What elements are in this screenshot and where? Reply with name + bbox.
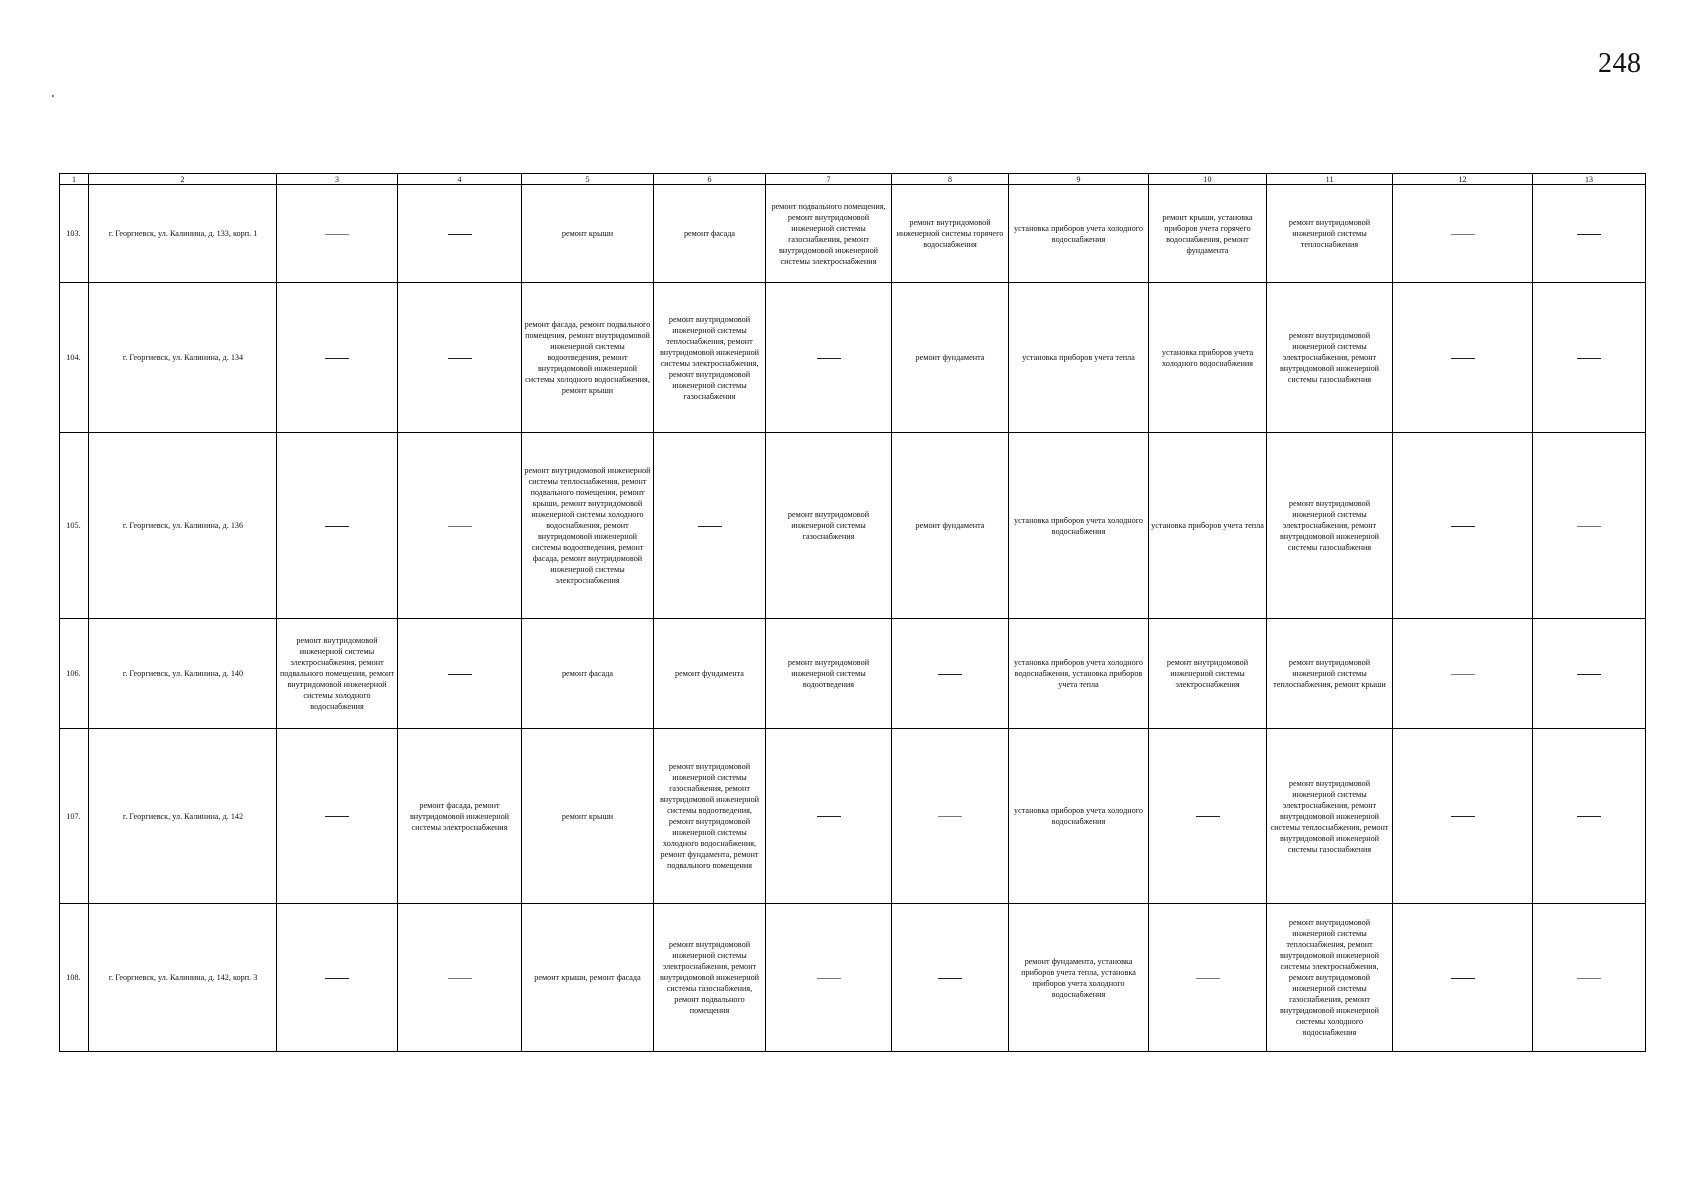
column-number: 13: [1533, 174, 1646, 185]
page-number: 248: [1598, 48, 1642, 79]
dash-mark: [938, 816, 962, 817]
dash-mark: [1451, 978, 1475, 979]
dash-mark: [1196, 816, 1220, 817]
empty-cell: [1393, 185, 1533, 283]
address-cell: г. Георгиевск, ул. Калинина, д. 133, корп. 1: [89, 185, 277, 283]
dash-mark: [325, 358, 349, 359]
work-cell: установка приборов учета тепла: [1009, 283, 1149, 433]
dash-mark: [1577, 816, 1601, 817]
empty-cell: [1393, 729, 1533, 904]
empty-cell: [1149, 729, 1267, 904]
address-cell: г. Георгиевск, ул. Калинина, д. 136: [89, 433, 277, 619]
table-row: [60, 185, 1646, 283]
column-number: 12: [1393, 174, 1533, 185]
dash-mark: [1196, 978, 1220, 979]
empty-cell: [277, 904, 398, 1052]
empty-cell: [398, 185, 522, 283]
empty-cell: [277, 185, 398, 283]
dash-mark: [325, 978, 349, 979]
empty-cell: [1393, 433, 1533, 619]
table-row: [60, 729, 1646, 904]
empty-cell: [1533, 619, 1646, 729]
work-cell: ремонт фундамента, установка приборов учета тепла, установка приборов учета холодного водоснабжения: [1009, 904, 1149, 1052]
dash-mark: [325, 816, 349, 817]
column-number: 4: [398, 174, 522, 185]
dash-mark: [1451, 234, 1475, 235]
row-number: 105.: [60, 433, 89, 619]
work-cell: ремонт фасада, ремонт внутридомовой инженерной системы электроснабжения: [398, 729, 522, 904]
dash-mark: [817, 978, 841, 979]
dash-mark: [1451, 358, 1475, 359]
column-number: 7: [766, 174, 892, 185]
column-number: 9: [1009, 174, 1149, 185]
dash-mark: [325, 526, 349, 527]
address-cell: г. Георгиевск, ул. Калинина, д. 134: [89, 283, 277, 433]
work-cell: ремонт внутридомовой инженерной системы водоотведения: [766, 619, 892, 729]
empty-cell: [398, 433, 522, 619]
dash-mark: [448, 234, 472, 235]
work-cell: ремонт внутридомовой инженерной системы электроснабжения, ремонт внутридомовой инженерной системы газоснабжения, ремонт подвального помещения: [654, 904, 766, 1052]
column-number: 3: [277, 174, 398, 185]
work-cell: ремонт крыши: [522, 185, 654, 283]
dash-mark: [1577, 358, 1601, 359]
work-cell: ремонт фасада, ремонт подвального помещения, ремонт внутридомовой инженерной системы водоотведения, ремонт внутридомовой инженерной системы холодного водоснабжения, ремонт крыши: [522, 283, 654, 433]
row-number: 107.: [60, 729, 89, 904]
empty-cell: [398, 283, 522, 433]
dash-mark: [325, 234, 349, 235]
work-cell: ремонт фасада: [522, 619, 654, 729]
work-cell: ремонт внутридомовой инженерной системы газоснабжения, ремонт внутридомовой инженерной системы водоотведения, ремонт внутридомовой инженерной системы холодного водоснабжения, ремонт фундамента, ремонт подвального помещения: [654, 729, 766, 904]
work-cell: установка приборов учета холодного водоснабжения: [1009, 185, 1149, 283]
column-number: 10: [1149, 174, 1267, 185]
repair-schedule-table: [59, 173, 1646, 1052]
dash-mark: [1577, 674, 1601, 675]
column-number: 8: [892, 174, 1009, 185]
work-cell: ремонт крыши: [522, 729, 654, 904]
empty-cell: [398, 904, 522, 1052]
empty-cell: [1393, 619, 1533, 729]
work-cell: ремонт внутридомовой инженерной системы теплоснабжения, ремонт подвального помещения, ремонт крыши, ремонт внутридомовой инженерной системы холодного водоснабжения, ремонт внутридомовой инженерной системы водоотведения, ремонт фасада, ремонт внутридомовой инженерной системы электроснабжения: [522, 433, 654, 619]
work-cell: ремонт фундамента: [892, 283, 1009, 433]
row-number: 108.: [60, 904, 89, 1052]
work-cell: установка приборов учета холодного водоснабжения: [1009, 433, 1149, 619]
work-cell: установка приборов учета тепла: [1149, 433, 1267, 619]
column-number-row: [60, 174, 1646, 185]
table-row: [60, 619, 1646, 729]
dash-mark: [1451, 674, 1475, 675]
row-number: 106.: [60, 619, 89, 729]
work-cell: ремонт внутридомовой инженерной системы газоснабжения: [766, 433, 892, 619]
dash-mark: [938, 674, 962, 675]
work-cell: ремонт внутридомовой инженерной системы электроснабжения, ремонт подвального помещения, ремонт внутридомовой инженерной системы холодного водоснабжения: [277, 619, 398, 729]
empty-cell: [1533, 185, 1646, 283]
empty-cell: [892, 904, 1009, 1052]
work-cell: ремонт внутридомовой инженерной системы теплоснабжения, ремонт внутридомовой инженерной системы электроснабжения, ремонт внутридомовой инженерной системы газоснабжения, ремонт внутридомовой инженерной системы холодного водоснабжения: [1267, 904, 1393, 1052]
work-cell: ремонт внутридомовой инженерной системы электроснабжения: [1149, 619, 1267, 729]
work-cell: ремонт внутридомовой инженерной системы электроснабжения, ремонт внутридомовой инженерной системы теплоснабжения, ремонт внутридомовой инженерной системы газоснабжения: [1267, 729, 1393, 904]
dash-mark: [448, 526, 472, 527]
work-cell: ремонт фундамента: [654, 619, 766, 729]
empty-cell: [766, 904, 892, 1052]
work-cell: ремонт внутридомовой инженерной системы электроснабжения, ремонт внутридомовой инженерной системы газоснабжения: [1267, 433, 1393, 619]
empty-cell: [654, 433, 766, 619]
dash-mark: [448, 978, 472, 979]
column-number: 11: [1267, 174, 1393, 185]
work-cell: ремонт крыши, ремонт фасада: [522, 904, 654, 1052]
empty-cell: [277, 729, 398, 904]
work-cell: ремонт внутридомовой инженерной системы теплоснабжения, ремонт крыши: [1267, 619, 1393, 729]
empty-cell: [277, 283, 398, 433]
address-cell: г. Георгиевск, ул. Калинина, д. 140: [89, 619, 277, 729]
empty-cell: [1533, 283, 1646, 433]
work-cell: ремонт фасада: [654, 185, 766, 283]
empty-cell: [1533, 904, 1646, 1052]
empty-cell: [1149, 904, 1267, 1052]
dash-mark: [817, 816, 841, 817]
dash-mark: [1451, 816, 1475, 817]
dash-mark: [817, 358, 841, 359]
dash-mark: [938, 978, 962, 979]
column-number: 6: [654, 174, 766, 185]
empty-cell: [1533, 729, 1646, 904]
empty-cell: [766, 729, 892, 904]
work-cell: ремонт внутридомовой инженерной системы горячего водоснабжения: [892, 185, 1009, 283]
row-number: 104.: [60, 283, 89, 433]
table-row: [60, 283, 1646, 433]
work-cell: установка приборов учета холодного водоснабжения: [1009, 729, 1149, 904]
work-cell: ремонт фундамента: [892, 433, 1009, 619]
work-cell: ремонт внутридомовой инженерной системы теплоснабжения, ремонт внутридомовой инженерной системы электроснабжения, ремонт внутридомовой инженерной системы газоснабжения: [654, 283, 766, 433]
scan-speck: [52, 95, 54, 97]
empty-cell: [1393, 283, 1533, 433]
empty-cell: [1533, 433, 1646, 619]
work-cell: установка приборов учета холодного водоснабжения, установка приборов учета тепла: [1009, 619, 1149, 729]
dash-mark: [1577, 978, 1601, 979]
dash-mark: [448, 674, 472, 675]
work-cell: ремонт крыши, установка приборов учета горячего водоснабжения, ремонт фундамента: [1149, 185, 1267, 283]
empty-cell: [766, 283, 892, 433]
address-cell: г. Георгиевск, ул. Калинина, д. 142: [89, 729, 277, 904]
empty-cell: [892, 619, 1009, 729]
dash-mark: [698, 526, 722, 527]
column-number: 2: [89, 174, 277, 185]
empty-cell: [398, 619, 522, 729]
work-cell: ремонт внутридомовой инженерной системы электроснабжения, ремонт внутридомовой инженерной системы газоснабжения: [1267, 283, 1393, 433]
column-number: 5: [522, 174, 654, 185]
table-row: [60, 904, 1646, 1052]
address-cell: г. Георгиевск, ул. Калинина, д. 142, корп. 3: [89, 904, 277, 1052]
dash-mark: [448, 358, 472, 359]
dash-mark: [1577, 526, 1601, 527]
work-cell: ремонт подвального помещения, ремонт внутридомовой инженерной системы газоснабжения, ремонт внутридомовой инженерной системы электроснабжения: [766, 185, 892, 283]
work-cell: установка приборов учета холодного водоснабжения: [1149, 283, 1267, 433]
work-cell: ремонт внутридомовой инженерной системы теплоснабжения: [1267, 185, 1393, 283]
dash-mark: [1451, 526, 1475, 527]
empty-cell: [277, 433, 398, 619]
empty-cell: [1393, 904, 1533, 1052]
table-row: [60, 433, 1646, 619]
empty-cell: [892, 729, 1009, 904]
row-number: 103.: [60, 185, 89, 283]
column-number: 1: [60, 174, 89, 185]
dash-mark: [1577, 234, 1601, 235]
